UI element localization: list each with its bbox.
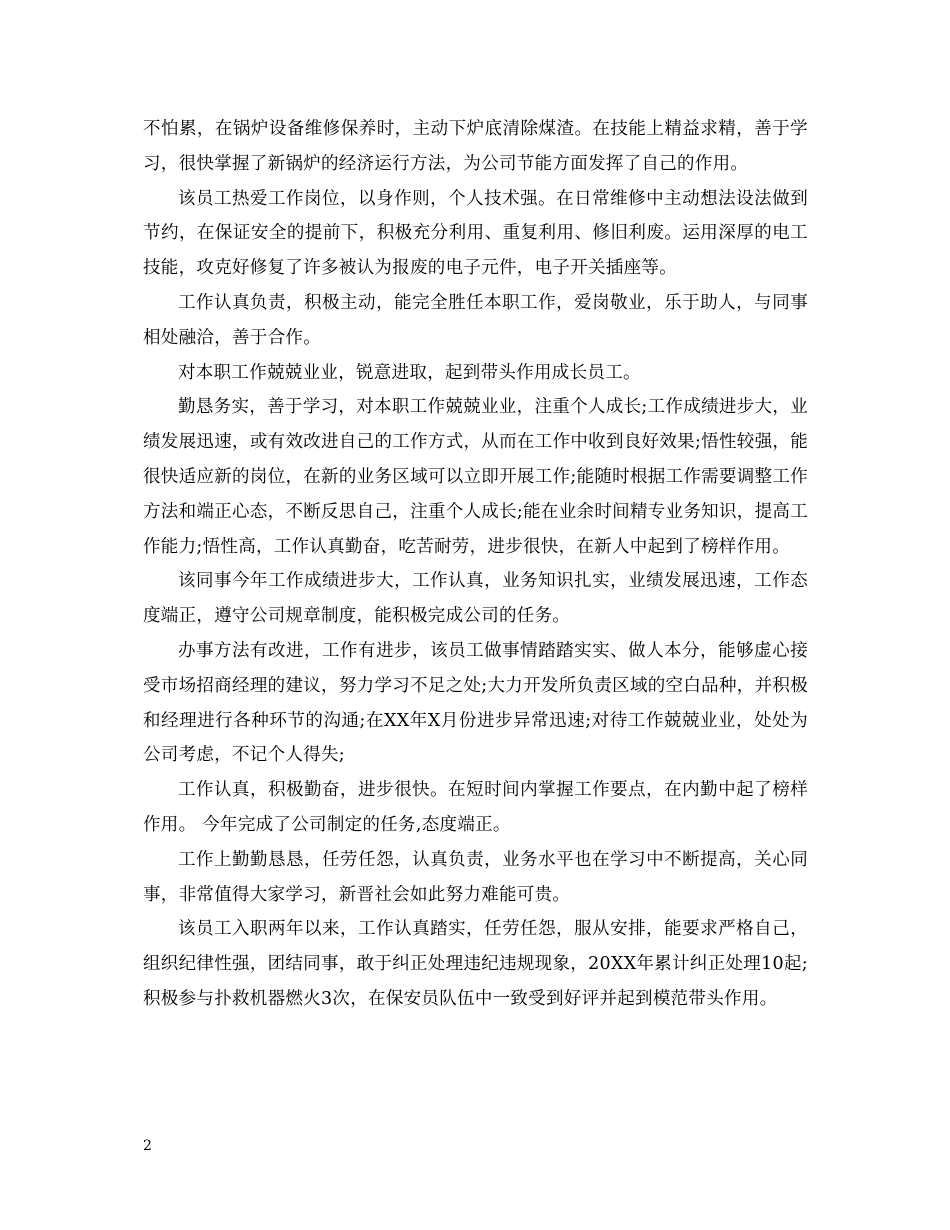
paragraph: 工作上勤勤恳恳，任劳任怨，认真负责，业务水平也在学习中不断提高，关心同事，非常值得大家学习，新晋社会如此努力难能可贵。 (143, 849, 808, 905)
paragraph-continuation: 不怕累，在锅炉设备维修保养时，主动下炉底清除煤渣。在技能上精益求精，善于学习，很快掌握了新锅炉的经济运行方法，为公司节能方面发挥了自己的作用。 (143, 119, 808, 174)
paragraph: 勤恳务实，善于学习，对本职工作兢兢业业，注重个人成长;工作成绩进步大，业绩发展迅速，或有效改进自己的工作方式，从而在工作中收到良好效果;悟性较强，能很快适应新的岗位，在新的业务区域可以立即开展工作;能随时根据工作需要调整工作方法和端正心态，不断反思自己，注重个人成长;能在业余时间精专业务知识，提高工作能力;悟性高，工作认真勤奋，吃苦耐劳，进步很快，在新人中起到了榜样作用。 (143, 397, 808, 557)
document-body (143, 112, 808, 1017)
paragraph: 工作认真，积极勤奋，进步很快。在短时间内掌握工作要点，在内勤中起了榜样作用。 今年完成了公司制定的任务,态度端正。 (143, 780, 808, 835)
paragraph: 对本职工作兢兢业业，锐意进取，起到带头作用成长员工。 (178, 362, 641, 383)
page-number: 2 (143, 1138, 152, 1154)
paragraph: 工作认真负责，积极主动，能完全胜任本职工作，爱岗敬业，乐于助人，与同事相处融洽，善于合作。 (143, 292, 808, 348)
paragraph: 该同事今年工作成绩进步大，工作认真，业务知识扎实，业绩发展迅速，工作态度端正，遵守公司规章制度，能积极完成公司的任务。 (143, 571, 808, 627)
paragraph: 该员工热爱工作岗位，以身作则，个人技术强。在日常维修中主动想法设法做到节约，在保证安全的提前下，积极充分利用、重复利用、修旧利废。运用深厚的电工技能，攻克好修复了许多被认为报废的电子元件，电子开关插座等。 (143, 188, 808, 279)
paragraph: 办事方法有改进，工作有进步，该员工做事情踏踏实实、做人本分，能够虚心接受市场招商经理的建议，努力学习不足之处;大力开发所负责区域的空白品种，并积极和经理进行各种环节的沟通;在XX年X月份进步异常迅速;对待工作兢兢业业，处处为公司考虑，不记个人得失; (143, 640, 808, 766)
paragraph: 该员工入职两年以来，工作认真踏实，任劳任怨，服从安排，能要求严格自己，组织纪律性强，团结同事，敢于纠正处理违纪违规现象，20XX年累计纠正处理10起;积极参与扑救机器燃火3次，在保安员队伍中一致受到好评并起到模范带头作用。 (143, 919, 808, 1009)
